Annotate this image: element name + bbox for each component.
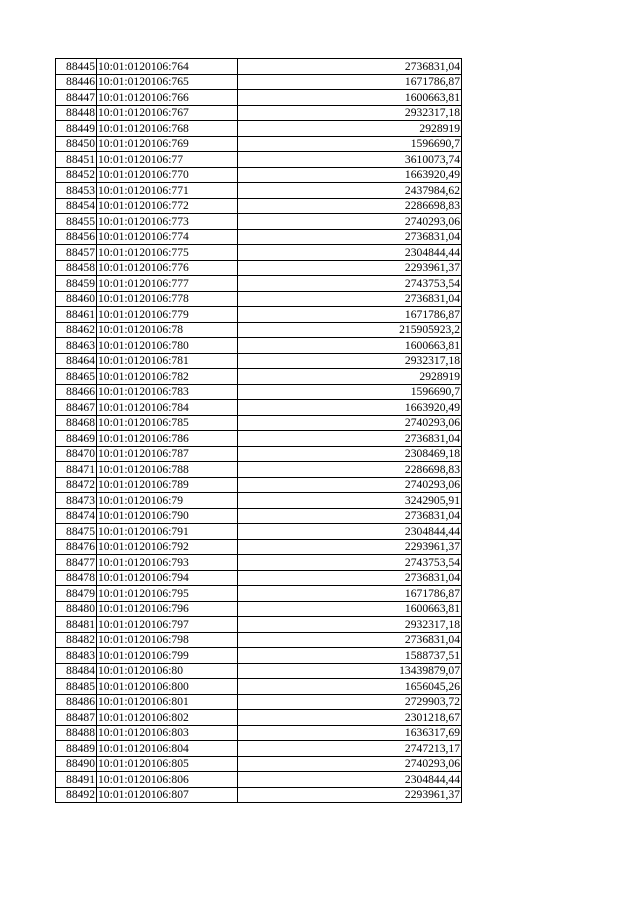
- cadastral-value-cell: 2308469,18: [238, 446, 462, 462]
- cadastral-value-cell: 2740293,06: [238, 415, 462, 431]
- table-body: [56, 59, 462, 803]
- table-row: [56, 307, 462, 323]
- row-number-cell: 88465: [56, 369, 97, 385]
- table-row: [56, 260, 462, 276]
- cadastral-number-cell: 10:01:0120106:766: [97, 90, 238, 106]
- cadastral-number-cell: 10:01:0120106:778: [97, 291, 238, 307]
- row-number-cell: 88490: [56, 756, 97, 772]
- cadastral-value-cell: 1671786,87: [238, 586, 462, 602]
- cadastral-number-cell: 10:01:0120106:771: [97, 183, 238, 199]
- cadastral-number-cell: 10:01:0120106:783: [97, 384, 238, 400]
- row-number-cell: 88456: [56, 229, 97, 245]
- row-number-cell: 88482: [56, 632, 97, 648]
- cadastral-value-cell: 2304844,44: [238, 524, 462, 540]
- cadastral-number-cell: 10:01:0120106:784: [97, 400, 238, 416]
- row-number-cell: 88476: [56, 539, 97, 555]
- table-row: [56, 322, 462, 338]
- cadastral-value-cell: 13439879,07: [238, 663, 462, 679]
- table-row: [56, 384, 462, 400]
- cadastral-value-cell: 3610073,74: [238, 152, 462, 168]
- cadastral-value-cell: 2293961,37: [238, 260, 462, 276]
- cadastral-number-cell: 10:01:0120106:799: [97, 648, 238, 664]
- table-row: [56, 679, 462, 695]
- cadastral-value-cell: 2736831,04: [238, 570, 462, 586]
- cadastral-value-cell: 2736831,04: [238, 431, 462, 447]
- table-row: [56, 725, 462, 741]
- cadastral-value-cell: 2740293,06: [238, 477, 462, 493]
- table-row: [56, 462, 462, 478]
- cadastral-number-cell: 10:01:0120106:77: [97, 152, 238, 168]
- cadastral-number-cell: 10:01:0120106:775: [97, 245, 238, 261]
- table-row: [56, 431, 462, 447]
- table-row: [56, 105, 462, 121]
- cadastral-number-cell: 10:01:0120106:781: [97, 353, 238, 369]
- cadastral-value-table: [55, 58, 462, 803]
- cadastral-value-cell: 2304844,44: [238, 772, 462, 788]
- table-row: [56, 415, 462, 431]
- cadastral-value-cell: 2729903,72: [238, 694, 462, 710]
- row-number-cell: 88483: [56, 648, 97, 664]
- table-row: [56, 710, 462, 726]
- row-number-cell: 88471: [56, 462, 97, 478]
- table-row: [56, 214, 462, 230]
- cadastral-number-cell: 10:01:0120106:772: [97, 198, 238, 214]
- table-row: [56, 276, 462, 292]
- cadastral-number-cell: 10:01:0120106:793: [97, 555, 238, 571]
- cadastral-number-cell: 10:01:0120106:805: [97, 756, 238, 772]
- table-row: [56, 152, 462, 168]
- row-number-cell: 88450: [56, 136, 97, 152]
- cadastral-value-cell: 2286698,83: [238, 462, 462, 478]
- cadastral-value-cell: 215905923,2: [238, 322, 462, 338]
- cadastral-value-cell: 2736831,04: [238, 229, 462, 245]
- row-number-cell: 88457: [56, 245, 97, 261]
- cadastral-value-cell: 2743753,54: [238, 276, 462, 292]
- table-row: [56, 772, 462, 788]
- cadastral-value-cell: 2743753,54: [238, 555, 462, 571]
- cadastral-number-cell: 10:01:0120106:80: [97, 663, 238, 679]
- table-row: [56, 400, 462, 416]
- cadastral-value-cell: 1596690,7: [238, 384, 462, 400]
- table-row: [56, 694, 462, 710]
- table-row: [56, 601, 462, 617]
- cadastral-value-cell: 1663920,49: [238, 167, 462, 183]
- row-number-cell: 88454: [56, 198, 97, 214]
- table-row: [56, 632, 462, 648]
- row-number-cell: 88468: [56, 415, 97, 431]
- table-row: [56, 555, 462, 571]
- cadastral-value-cell: 3242905,91: [238, 493, 462, 509]
- row-number-cell: 88446: [56, 74, 97, 90]
- cadastral-number-cell: 10:01:0120106:804: [97, 741, 238, 757]
- table-row: [56, 136, 462, 152]
- table-row: [56, 198, 462, 214]
- row-number-cell: 88484: [56, 663, 97, 679]
- cadastral-value-cell: 1636317,69: [238, 725, 462, 741]
- table-row: [56, 229, 462, 245]
- cadastral-value-cell: 2740293,06: [238, 756, 462, 772]
- row-number-cell: 88474: [56, 508, 97, 524]
- cadastral-number-cell: 10:01:0120106:787: [97, 446, 238, 462]
- table-row: [56, 617, 462, 633]
- cadastral-value-cell: 1596690,7: [238, 136, 462, 152]
- cadastral-number-cell: 10:01:0120106:786: [97, 431, 238, 447]
- row-number-cell: 88472: [56, 477, 97, 493]
- cadastral-value-cell: 2747213,17: [238, 741, 462, 757]
- row-number-cell: 88481: [56, 617, 97, 633]
- table-row: [56, 586, 462, 602]
- cadastral-value-cell: 2736831,04: [238, 632, 462, 648]
- row-number-cell: 88447: [56, 90, 97, 106]
- row-number-cell: 88485: [56, 679, 97, 695]
- cadastral-value-cell: 2304844,44: [238, 245, 462, 261]
- table-row: [56, 90, 462, 106]
- row-number-cell: 88488: [56, 725, 97, 741]
- row-number-cell: 88486: [56, 694, 97, 710]
- table-row: [56, 121, 462, 137]
- cadastral-value-cell: 1588737,51: [238, 648, 462, 664]
- cadastral-value-cell: 1600663,81: [238, 338, 462, 354]
- cadastral-value-cell: 2736831,04: [238, 291, 462, 307]
- table-row: [56, 353, 462, 369]
- table-row: [56, 446, 462, 462]
- cadastral-value-cell: 2293961,37: [238, 787, 462, 803]
- row-number-cell: 88491: [56, 772, 97, 788]
- row-number-cell: 88480: [56, 601, 97, 617]
- cadastral-number-cell: 10:01:0120106:773: [97, 214, 238, 230]
- cadastral-value-cell: 2932317,18: [238, 105, 462, 121]
- cadastral-value-cell: 2286698,83: [238, 198, 462, 214]
- cadastral-value-cell: 1600663,81: [238, 90, 462, 106]
- row-number-cell: 88451: [56, 152, 97, 168]
- row-number-cell: 88453: [56, 183, 97, 199]
- row-number-cell: 88478: [56, 570, 97, 586]
- cadastral-number-cell: 10:01:0120106:806: [97, 772, 238, 788]
- table-row: [56, 477, 462, 493]
- cadastral-number-cell: 10:01:0120106:789: [97, 477, 238, 493]
- cadastral-number-cell: 10:01:0120106:788: [97, 462, 238, 478]
- cadastral-number-cell: 10:01:0120106:803: [97, 725, 238, 741]
- cadastral-number-cell: 10:01:0120106:780: [97, 338, 238, 354]
- cadastral-number-cell: 10:01:0120106:764: [97, 59, 238, 75]
- row-number-cell: 88467: [56, 400, 97, 416]
- cadastral-number-cell: 10:01:0120106:79: [97, 493, 238, 509]
- cadastral-number-cell: 10:01:0120106:802: [97, 710, 238, 726]
- row-number-cell: 88452: [56, 167, 97, 183]
- cadastral-value-cell: 1671786,87: [238, 74, 462, 90]
- cadastral-number-cell: 10:01:0120106:770: [97, 167, 238, 183]
- table-row: [56, 648, 462, 664]
- table-row: [56, 663, 462, 679]
- cadastral-number-cell: 10:01:0120106:800: [97, 679, 238, 695]
- table-row: [56, 539, 462, 555]
- table-row: [56, 59, 462, 75]
- table-row: [56, 167, 462, 183]
- cadastral-number-cell: 10:01:0120106:791: [97, 524, 238, 540]
- cadastral-number-cell: 10:01:0120106:797: [97, 617, 238, 633]
- cadastral-value-cell: 2932317,18: [238, 617, 462, 633]
- cadastral-number-cell: 10:01:0120106:795: [97, 586, 238, 602]
- cadastral-number-cell: 10:01:0120106:779: [97, 307, 238, 323]
- table-row: [56, 524, 462, 540]
- table-row: [56, 338, 462, 354]
- row-number-cell: 88475: [56, 524, 97, 540]
- table-row: [56, 508, 462, 524]
- cadastral-number-cell: 10:01:0120106:774: [97, 229, 238, 245]
- cadastral-value-cell: 2932317,18: [238, 353, 462, 369]
- cadastral-number-cell: 10:01:0120106:801: [97, 694, 238, 710]
- cadastral-number-cell: 10:01:0120106:769: [97, 136, 238, 152]
- cadastral-number-cell: 10:01:0120106:796: [97, 601, 238, 617]
- table-row: [56, 183, 462, 199]
- cadastral-value-cell: 1656045,26: [238, 679, 462, 695]
- row-number-cell: 88492: [56, 787, 97, 803]
- row-number-cell: 88487: [56, 710, 97, 726]
- table-row: [56, 570, 462, 586]
- row-number-cell: 88469: [56, 431, 97, 447]
- row-number-cell: 88460: [56, 291, 97, 307]
- row-number-cell: 88458: [56, 260, 97, 276]
- cadastral-value-cell: 2928919: [238, 369, 462, 385]
- cadastral-value-cell: 1600663,81: [238, 601, 462, 617]
- cadastral-value-cell: 2437984,62: [238, 183, 462, 199]
- cadastral-number-cell: 10:01:0120106:798: [97, 632, 238, 648]
- row-number-cell: 88455: [56, 214, 97, 230]
- row-number-cell: 88473: [56, 493, 97, 509]
- cadastral-value-cell: 2740293,06: [238, 214, 462, 230]
- cadastral-number-cell: 10:01:0120106:765: [97, 74, 238, 90]
- row-number-cell: 88479: [56, 586, 97, 602]
- table-row: [56, 245, 462, 261]
- row-number-cell: 88477: [56, 555, 97, 571]
- table-row: [56, 493, 462, 509]
- row-number-cell: 88462: [56, 322, 97, 338]
- cadastral-number-cell: 10:01:0120106:807: [97, 787, 238, 803]
- row-number-cell: 88461: [56, 307, 97, 323]
- cadastral-value-cell: 2293961,37: [238, 539, 462, 555]
- cadastral-value-cell: 1663920,49: [238, 400, 462, 416]
- table-row: [56, 741, 462, 757]
- table-row: [56, 369, 462, 385]
- row-number-cell: 88466: [56, 384, 97, 400]
- row-number-cell: 88463: [56, 338, 97, 354]
- cadastral-number-cell: 10:01:0120106:792: [97, 539, 238, 555]
- cadastral-number-cell: 10:01:0120106:78: [97, 322, 238, 338]
- row-number-cell: 88445: [56, 59, 97, 75]
- row-number-cell: 88489: [56, 741, 97, 757]
- table-row: [56, 291, 462, 307]
- cadastral-number-cell: 10:01:0120106:768: [97, 121, 238, 137]
- cadastral-number-cell: 10:01:0120106:794: [97, 570, 238, 586]
- cadastral-number-cell: 10:01:0120106:776: [97, 260, 238, 276]
- table-row: [56, 756, 462, 772]
- row-number-cell: 88470: [56, 446, 97, 462]
- table-row: [56, 787, 462, 803]
- cadastral-number-cell: 10:01:0120106:767: [97, 105, 238, 121]
- cadastral-number-cell: 10:01:0120106:782: [97, 369, 238, 385]
- cadastral-value-cell: 1671786,87: [238, 307, 462, 323]
- row-number-cell: 88464: [56, 353, 97, 369]
- cadastral-value-cell: 2736831,04: [238, 508, 462, 524]
- cadastral-number-cell: 10:01:0120106:785: [97, 415, 238, 431]
- row-number-cell: 88449: [56, 121, 97, 137]
- table-row: [56, 74, 462, 90]
- cadastral-value-cell: 2736831,04: [238, 59, 462, 75]
- row-number-cell: 88459: [56, 276, 97, 292]
- cadastral-value-cell: 2928919: [238, 121, 462, 137]
- cadastral-number-cell: 10:01:0120106:790: [97, 508, 238, 524]
- cadastral-value-cell: 2301218,67: [238, 710, 462, 726]
- row-number-cell: 88448: [56, 105, 97, 121]
- cadastral-number-cell: 10:01:0120106:777: [97, 276, 238, 292]
